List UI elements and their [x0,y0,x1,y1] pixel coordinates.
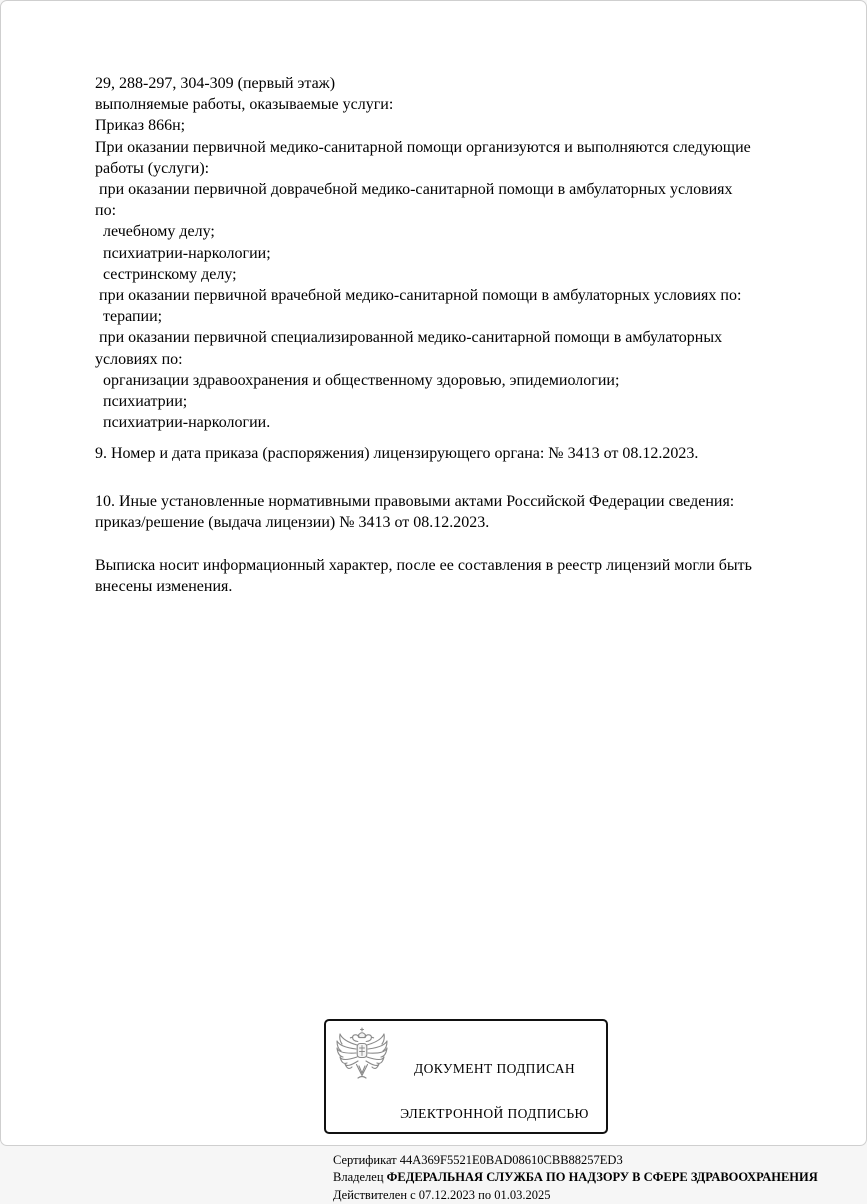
document-line: При оказании первичной медико-санитарной помощи организуются и выполняются следующие [95,138,751,156]
document-line: при оказании первичной врачебной медико-санитарной помощи в амбулаторных условиях по: [95,287,742,305]
stamp-header [326,1021,606,1151]
document-line: выполняемые работы, оказываемые услуги: [95,96,394,114]
owner-label: Владелец [333,1170,387,1185]
owner-value: ФЕДЕРАЛЬНАЯ СЛУЖБА ПО НАДЗОРУ В СФЕРЕ ЗДРАВООХРАНЕНИЯ [386,1170,818,1185]
document-line: психиатрии-наркологии. [95,414,271,432]
stamp-title-line2: ЭЛЕКТРОННОЙ ПОДПИСЬЮ [400,1106,589,1121]
document-line-item9: 9. Номер и дата приказа (распоряжения) лицензирующего органа: № 3413 от 08.12.2023. [95,445,699,463]
stamp-details [326,1151,818,1204]
document-line-item10: 10. Иные установленные нормативными правовыми актами Российской Федерации сведения: [95,492,735,510]
section-gap [95,533,826,555]
stamp-title [389,1031,600,1151]
document-line: приказ/решение (выдача лицензии) № 3413 от 08.12.2023. [95,513,490,531]
document-line: при оказании первичной доврачебной медико-санитарной помощи в амбулаторных условиях [95,181,733,199]
certificate-line [333,1152,623,1169]
document-line: Приказ 866н; [95,117,186,135]
document-line: терапии; [95,308,163,326]
section-gap [95,465,826,491]
document-text [95,73,826,597]
document-line: работы (услуги): [95,159,210,177]
document-line: по: [95,202,117,220]
document-line: условиях по: [95,350,183,368]
document-line: сестринскому делу; [95,265,237,283]
document-line: психиатрии-наркологии; [95,244,271,262]
section-gap [95,433,826,443]
document-line: при оказании первичной специализированной медико-санитарной помощи в амбулаторных [95,329,723,347]
document-line: организации здравоохранения и общественному здоровью, эпидемиологии; [95,371,620,389]
document-line: психиатрии; [95,393,188,411]
document-line: 29, 288-297, 304-309 (первый этаж) [95,75,336,92]
certificate-value: 44A369F5521E0BAD08610CBB88257ED3 [399,1153,623,1167]
roszdravnadzor-emblem-icon [335,1026,389,1082]
electronic-signature-stamp [324,1019,818,1202]
document-line-disclaimer: Выписка носит информационный характер, после ее составления в реестр лицензий могли быть [95,557,752,575]
certificate-label: Сертификат [333,1153,400,1167]
stamp-title-line1: ДОКУМЕНТ ПОДПИСАН [413,1061,576,1076]
owner-line [333,1169,818,1186]
document-line: лечебному делу; [95,223,215,241]
validity-line: Действителен с 07.12.2023 по 01.03.2025 [333,1187,551,1202]
document-line-disclaimer: внесены изменения. [95,578,233,596]
